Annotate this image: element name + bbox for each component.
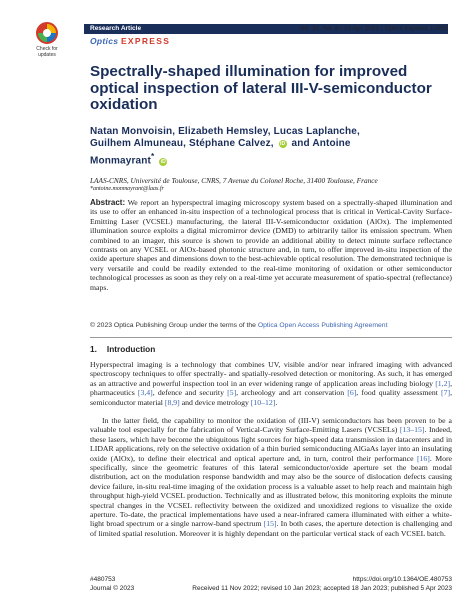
text: . xyxy=(275,397,278,407)
intro-paragraph-2 xyxy=(90,416,452,538)
journal-name: Optics Express xyxy=(384,25,429,32)
abstract-label: Abstract: xyxy=(90,198,126,207)
orcid-icon[interactable]: iD xyxy=(279,141,286,148)
citation-link[interactable]: [7] xyxy=(441,388,451,398)
text: In the latter field, the capability to monitor the oxidation of (III-V) semiconductors has been proven to be a valuable tool especially for the fabrication of Vertical-Cavity Surface-Emitting Lasers (VCSELs) xyxy=(90,416,452,435)
corresponding-email[interactable]: *antoine.monmayrant@laas.fr xyxy=(90,186,164,192)
citation-link[interactable]: [10–12] xyxy=(250,397,276,407)
article-id: #480753 xyxy=(90,576,116,583)
volume-info xyxy=(299,24,448,34)
publication-dates: Received 11 Nov 2022; revised 10 Jan 2023; accepted 18 Jan 2023; published 5 Apr 2023 xyxy=(192,585,452,592)
abstract-text: We report an hyperspectral imaging microscopy system based on a spectrally-shaped illumination and its use to offer an enhanced in-situ inspection of a technological process that is critical in Vertical-Cavity Surface-Emitting Laser (VCSEL) manufacturing, the lateral III-V-semiconductor oxidation (AlOx). The implemented illumination source exploits a digital micromirror device (DMD) to arbitrarily tailor its emission spectrum. When combined to an imager, this source is shown to provide an additional ability to detect minute surface reflectance contrasts on any VCSEL or AlOx-based photonic structure and, in turn, to offer improved in-situ inspection of the oxide aperture shapes and dimensions down to the best-achievable optical resolution. The demonstrated technique is very versatile and could be readily extended to the real-time monitoring of oxidation or other semiconductor technological processes as soon as they rely on a real-time yet accurate measurement of spatio-spectral (reflectance) maps. xyxy=(90,198,452,292)
badge-line1: Check for xyxy=(36,46,58,52)
section-title: Introduction xyxy=(106,344,156,354)
text: Hyperspectral imaging is a technology that combines UV, visible and/or near infrared imaging with advanced spectroscopy techniques to offer spectrally- and spatially-resolved detection or monitoring. As such, it has emerged as an attractive and powerful inspection tool in an ever widening range of application areas including biology xyxy=(90,360,452,388)
citation-link[interactable]: [16] xyxy=(416,453,430,463)
text: . Indeed, these lasers, which have become the ubiquitous light sources for high-speed data transmission in datacenters and in LIDAR applications, rely on the selective oxidation of a thin buried semiconducting AlGaAs layer into an insulating oxide (AlOx), to define their electrical and optical aperture and, in turn, control their performance xyxy=(90,425,452,463)
text: and device metrology xyxy=(179,397,251,407)
brand-part2: EXPRESS xyxy=(120,36,171,46)
article-type: Research Article xyxy=(90,25,142,32)
check-for-updates-icon xyxy=(36,22,58,44)
divider xyxy=(90,337,452,338)
authors-line1: Natan Monvoisin, Elizabeth Hemsley, Lucas Laplanche, xyxy=(90,126,360,137)
copyright-notice xyxy=(90,322,452,329)
abstract xyxy=(90,198,452,292)
text: , semiconductor material xyxy=(90,388,452,407)
journal-brand xyxy=(90,36,170,46)
text: . In both cases, the aperture detection is challenging and of limited spatial resolution. Moreover it is highly dependant on the particular vertical stack of each VCSEL batch. xyxy=(90,519,452,538)
affiliation: LAAS-CNRS, Université de Toulouse, CNRS, 7 Avenue du Colonel Roche, 31400 Toulouse, France xyxy=(90,176,378,185)
text: , pharmaceutics xyxy=(90,378,452,398)
citation-link[interactable]: [5] xyxy=(227,388,237,398)
citation-link[interactable]: [1,2] xyxy=(435,378,451,388)
section-heading xyxy=(90,344,155,354)
authors-line2a: Guilhem Almuneau, Stéphane Calvez, xyxy=(90,138,274,150)
orcid-icon[interactable]: iD xyxy=(160,158,166,165)
copyright-text: © 2023 Optica Publishing Group under the terms of the xyxy=(90,322,256,329)
text: , archeology and art conservation xyxy=(236,388,348,398)
badge-line2: updates xyxy=(38,52,56,58)
text: . More specifically, since the geometric features of this lateral semiconductor/oxide aperture set the beam modal distribution, act on the modulation response bandwidth and may also be the source of dislocation defects causing device failure, in-situ real-time imaging of the oxidation process is a valuable asset to help reach and maintain high throughput high-yield VCSEL production. Technically and as illustrated below, this monitoring exploits the minute spectral changes in the VCSEL reflectivity between the oxidized and unoxidized regions to visualize the oxide aperture. To-date, the practical implementations have used a near-infrared camera illuminated with either a white-light broad spectrum or a single narrow-band spectrum xyxy=(90,453,452,529)
citation-link[interactable]: [13–15] xyxy=(399,425,425,435)
text: , food quality assessment xyxy=(356,388,442,398)
journal-copyright: Journal © 2023 xyxy=(90,585,135,592)
page-number: 12955 xyxy=(429,25,448,32)
doi-link[interactable]: https://doi.org/10.1364/OE.480753 xyxy=(352,576,452,583)
brand-part1: Optics xyxy=(90,36,119,46)
intro-paragraph-1 xyxy=(90,360,452,407)
authors-line3: Monmayrant xyxy=(90,155,151,167)
authors-line2b: and Antoine xyxy=(291,138,351,150)
check-for-updates-badge[interactable] xyxy=(30,22,64,62)
citation-link[interactable]: [3,4] xyxy=(137,388,153,398)
volume-text: Vol. 31, No. 8 / 10 Apr 2023 / xyxy=(299,25,383,32)
section-number: 1. xyxy=(90,344,97,354)
text: , defence and security xyxy=(152,388,228,398)
author-list: Natan Monvoisin, Elizabeth Hemsley, Lucas Laplanche, Guilhem Almuneau, Stéphane Calvez, iD and Antoine Monmayrant* iD xyxy=(90,126,360,167)
citation-link[interactable]: [8,9] xyxy=(164,397,180,407)
citation-link[interactable]: [15] xyxy=(263,519,277,529)
license-link[interactable]: Optica Open Access Publishing Agreement xyxy=(257,322,388,329)
paper-title: Spectrally-shaped illumination for improved optical inspection of lateral III-V-semiconductor oxidation xyxy=(90,63,432,113)
citation-link[interactable]: [6] xyxy=(347,388,357,398)
